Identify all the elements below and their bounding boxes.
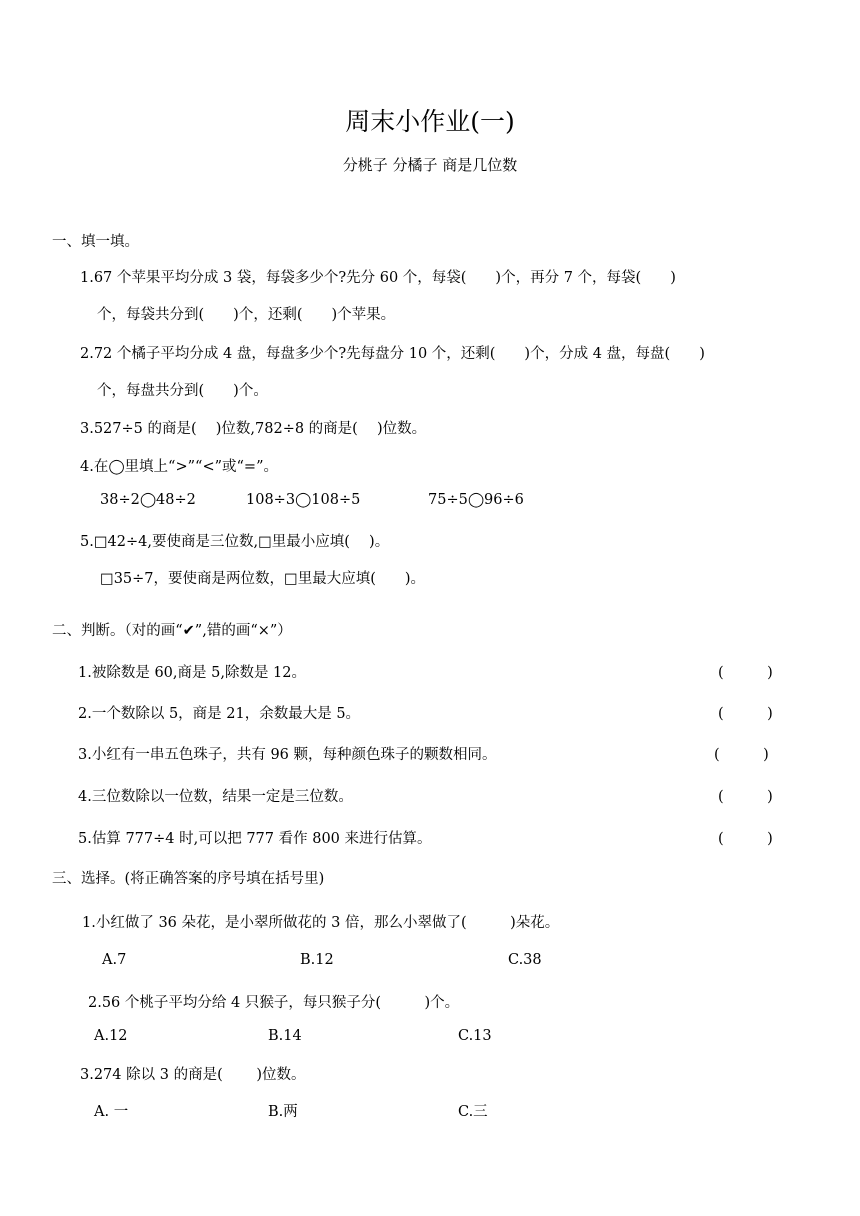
s3-q3-option-a: A. 一 (94, 1104, 129, 1120)
s1-q2-line1: 2.72 个橘子平均分成 4 盘，每盘多少个?先每盘分 10 个，还剩( )个，分成 4 盘，每盘( ) (80, 346, 705, 362)
s1-q1-line2: 个，每袋共分到( )个，还剩( )个苹果。 (97, 307, 396, 323)
s1-q5-line2: □35÷7，要使商是两位数，□里最大应填( )。 (100, 571, 426, 587)
s2-item-1: 1.被除数是 60,商是 5,除数是 12。 (78, 665, 307, 681)
s3-q3-option-c: C.三 (458, 1104, 488, 1120)
s2-item-5-answer-box: ( ) (718, 831, 773, 847)
s3-q2-option-c: C.13 (458, 1028, 492, 1044)
s1-q4-compare-b: 108÷3◯108÷5 (246, 492, 361, 508)
s1-q3: 3.527÷5 的商是( )位数,782÷8 的商是( )位数。 (80, 421, 427, 437)
s3-q1-option-c: C.38 (508, 952, 542, 968)
s2-item-4-answer-box: ( ) (718, 789, 773, 805)
section-2-heading: 二、判断。（对的画“✔”,错的画“×”） (52, 623, 292, 639)
s1-q4-compare-a: 38÷2◯48÷2 (100, 492, 196, 508)
s2-item-3-answer-box: ( ) (714, 747, 769, 763)
s2-item-4: 4.三位数除以一位数，结果一定是三位数。 (78, 789, 353, 805)
s3-q3-option-b: B.两 (268, 1104, 298, 1120)
s1-q1-line1: 1.67 个苹果平均分成 3 袋，每袋多少个?先分 60 个，每袋( )个，再分 7 个，每袋( ) (80, 270, 676, 286)
s2-item-3: 3.小红有一串五色珠子，共有 96 颗，每种颜色珠子的颗数相同。 (78, 747, 497, 763)
s1-q4: 4.在◯里填上“>”“<”或“=”。 (80, 459, 278, 475)
s2-item-5: 5.估算 777÷4 时,可以把 777 看作 800 来进行估算。 (78, 831, 432, 847)
section-3-heading: 三、选择。(将正确答案的序号填在括号里) (52, 871, 325, 887)
s3-q3: 3.274 除以 3 的商是( )位数。 (80, 1067, 306, 1083)
s1-q5-line1: 5.□42÷4,要使商是三位数,□里最小应填( )。 (80, 534, 390, 550)
s3-q1-option-b: B.12 (300, 952, 334, 968)
section-1-heading: 一、填一填。 (52, 234, 139, 250)
s1-q4-compare-c: 75÷5◯96÷6 (428, 492, 524, 508)
s1-q2-line2: 个，每盘共分到( )个。 (97, 383, 268, 399)
page-subtitle: 分桃子 分橘子 商是几位数 (342, 156, 518, 174)
s2-item-2-answer-box: ( ) (718, 706, 773, 722)
s3-q2-option-b: B.14 (268, 1028, 302, 1044)
page-title: 周末小作业(一) (345, 107, 515, 136)
s3-q2-option-a: A.12 (94, 1028, 128, 1044)
s2-item-1-answer-box: ( ) (718, 665, 773, 681)
s3-q1: 1.小红做了 36 朵花，是小翠所做花的 3 倍，那么小翠做了( )朵花。 (82, 915, 560, 931)
s3-q2: 2.56 个桃子平均分给 4 只猴子，每只猴子分( )个。 (88, 995, 460, 1011)
s3-q1-option-a: A.7 (102, 952, 127, 968)
s2-item-2: 2.一个数除以 5，商是 21，余数最大是 5。 (78, 706, 361, 722)
